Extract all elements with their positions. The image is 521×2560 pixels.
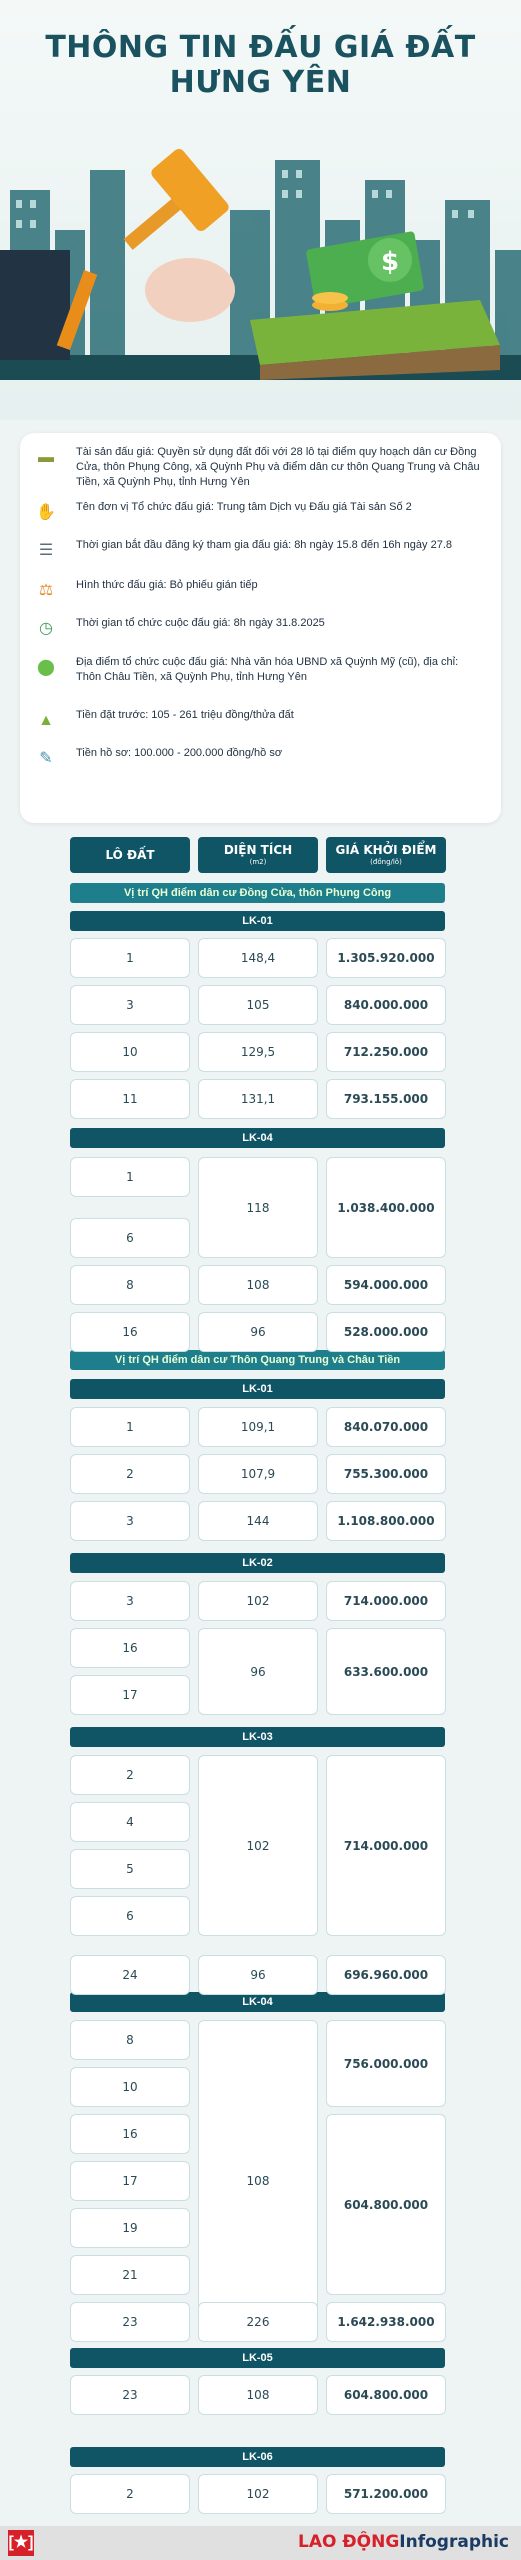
header-unit: (đồng/lô): [370, 858, 402, 866]
info-row: [34, 708, 484, 732]
lot-cell: 23: [70, 2302, 190, 2342]
lot-cell: 1: [70, 1157, 190, 1197]
lot-cell: 8: [70, 1265, 190, 1305]
lot-cell: 10: [70, 2067, 190, 2107]
block-band: LK-02: [70, 1553, 445, 1573]
info-row: [34, 538, 484, 562]
area-cell: 108: [198, 2020, 318, 2342]
brand-infographic: Infographic: [399, 2532, 509, 2552]
info-row: [34, 445, 484, 490]
area-cell: 144: [198, 1501, 318, 1541]
area-cell: 108: [198, 1265, 318, 1305]
header-label: LÔ ĐẤT: [105, 848, 155, 862]
info-row: [34, 500, 484, 524]
lot-cell: 17: [70, 2161, 190, 2201]
lot-cell: 16: [70, 1312, 190, 1352]
price-cell: 840.000.000: [326, 985, 446, 1025]
area-cell: 102: [198, 1755, 318, 1936]
lot-cell: 5: [70, 1849, 190, 1889]
lot-cell: 6: [70, 1218, 190, 1258]
hero-banner: [0, 0, 521, 420]
price-cell: 604.800.000: [326, 2375, 446, 2415]
info-text: Hình thức đấu giá: Bỏ phiếu gián tiếp: [76, 579, 258, 591]
area-cell: 105: [198, 985, 318, 1025]
area-cell: 102: [198, 2474, 318, 2514]
lot-cell: 2: [70, 1454, 190, 1494]
header-price: [326, 837, 446, 873]
area-cell: 96: [198, 1628, 318, 1715]
price-cell: 604.800.000: [326, 2114, 446, 2295]
header-unit: (m2): [249, 858, 267, 866]
info-row: [34, 655, 484, 685]
info-text: Tài sản đấu giá: Quyền sử dụng đất đối với 28 lô tại điểm quy hoạch dân cư Đồng Cửa, thôn Phụng Công, xã Quỳnh Phụ và điểm dân cư thôn Quang Trung và Châu Tiền, xã Quỳnh Phụ, tỉnh Hưng Yên: [76, 446, 480, 488]
info-text: Tiền đặt trước: 105 - 261 triệu đồng/thửa đất: [76, 709, 294, 721]
area-cell: 109,1: [198, 1407, 318, 1447]
location-band: Vị trí QH điểm dân cư Thôn Quang Trung và Châu Tiền: [70, 1350, 445, 1370]
price-cell: 1.108.800.000: [326, 1501, 446, 1541]
area-cell: 108: [198, 2375, 318, 2415]
header-label: DIỆN TÍCH: [223, 843, 293, 857]
price-cell: 712.250.000: [326, 1032, 446, 1072]
price-cell: 756.000.000: [326, 2020, 446, 2107]
area-cell: 107,9: [198, 1454, 318, 1494]
brand-name: [298, 2532, 509, 2552]
price-cell: 1.642.938.000: [326, 2302, 446, 2342]
lot-cell: 6: [70, 1896, 190, 1936]
lot-cell: 10: [70, 1032, 190, 1072]
location-band: Vị trí QH điểm dân cư Đồng Cửa, thôn Phụng Công: [70, 883, 445, 903]
info-text: Thời gian bắt đầu đăng ký tham gia đấu giá: 8h ngày 15.8 đến 16h ngày 27.8: [76, 539, 452, 551]
lot-cell: 3: [70, 1581, 190, 1621]
city-skyline-illustration: [0, 130, 521, 380]
info-row: [34, 746, 484, 770]
deposit-icon: ▲: [38, 711, 54, 729]
area-cell: 226: [198, 2302, 318, 2342]
brand-lao-dong: LAO ĐỘNG: [298, 2532, 400, 2552]
price-cell: 594.000.000: [326, 1265, 446, 1305]
area-cell: 148,4: [198, 938, 318, 978]
area-cell: 118: [198, 1157, 318, 1258]
lot-cell: 2: [70, 1755, 190, 1795]
block-band: LK-06: [70, 2447, 445, 2467]
lot-cell: 8: [70, 2020, 190, 2060]
lot-cell: 3: [70, 985, 190, 1025]
lot-cell: 2: [70, 2474, 190, 2514]
price-cell: 528.000.000: [326, 1312, 446, 1352]
price-cell: 714.000.000: [326, 1581, 446, 1621]
block-band: LK-05: [70, 2348, 445, 2368]
lot-cell: 21: [70, 2255, 190, 2295]
lot-cell: 1: [70, 938, 190, 978]
lot-cell: 11: [70, 1079, 190, 1119]
registration-icon: ☰: [38, 541, 54, 559]
area-cell: 129,5: [198, 1032, 318, 1072]
auctioneer-icon: ✋: [36, 503, 56, 521]
auction-info-card: [20, 433, 501, 823]
lot-cell: 1: [70, 1407, 190, 1447]
block-band: LK-04: [70, 1128, 445, 1148]
clock-icon: ◷: [39, 619, 53, 637]
footer-bar: [0, 2526, 521, 2560]
block-band: LK-03: [70, 1727, 445, 1747]
lot-cell: 24: [70, 1955, 190, 1995]
lot-cell: 19: [70, 2208, 190, 2248]
block-band: LK-04: [70, 1992, 445, 2012]
header-area: [198, 837, 318, 873]
price-cell: 793.155.000: [326, 1079, 446, 1119]
info-row: [34, 578, 484, 602]
price-cell: 1.038.400.000: [326, 1157, 446, 1258]
lot-cell: 23: [70, 2375, 190, 2415]
block-band: LK-01: [70, 911, 445, 931]
svg-text:$: $: [381, 247, 400, 277]
info-text: Tiền hồ sơ: 100.000 - 200.000 đồng/hồ sơ: [76, 747, 283, 759]
land-icon: ▬: [38, 448, 54, 466]
page-title: THÔNG TIN ĐẤU GIÁ ĐẤT HƯNG YÊN: [45, 30, 476, 100]
location-icon: ⬤: [37, 658, 55, 676]
info-row: [34, 616, 484, 640]
gavel-icon: ⚖: [38, 581, 54, 599]
price-cell: 714.000.000: [326, 1755, 446, 1936]
info-text: Thời gian tổ chức cuộc đấu giá: 8h ngày 31.8.2025: [76, 617, 325, 629]
area-cell: 96: [198, 1955, 318, 1995]
lot-cell: 17: [70, 1675, 190, 1715]
block-band: LK-01: [70, 1379, 445, 1399]
area-cell: 131,1: [198, 1079, 318, 1119]
info-text: Địa điểm tổ chức cuộc đấu giá: Nhà văn hóa UBND xã Quỳnh Mỹ (cũ), địa chỉ: Thôn Châu Tiền, xã Quỳnh Phụ, tỉnh Hưng Yên: [76, 656, 459, 683]
fee-icon: ✎: [39, 749, 53, 767]
header-lot: [70, 837, 190, 873]
header-label: GIÁ KHỞI ĐIỂM: [335, 843, 437, 857]
lao-dong-logo: [★]: [8, 2530, 34, 2556]
lot-cell: 16: [70, 1628, 190, 1668]
info-text: Tên đơn vị Tổ chức đấu giá: Trung tâm Dịch vụ Đấu giá Tài sản Số 2: [76, 501, 412, 513]
lot-cell: 4: [70, 1802, 190, 1842]
price-cell: 1.305.920.000: [326, 938, 446, 978]
price-cell: 633.600.000: [326, 1628, 446, 1715]
price-cell: 696.960.000: [326, 1955, 446, 1995]
area-cell: 96: [198, 1312, 318, 1352]
price-cell: 840.070.000: [326, 1407, 446, 1447]
lot-cell: 3: [70, 1501, 190, 1541]
price-cell: 571.200.000: [326, 2474, 446, 2514]
lot-cell: 16: [70, 2114, 190, 2154]
area-cell: 102: [198, 1581, 318, 1621]
price-cell: 755.300.000: [326, 1454, 446, 1494]
